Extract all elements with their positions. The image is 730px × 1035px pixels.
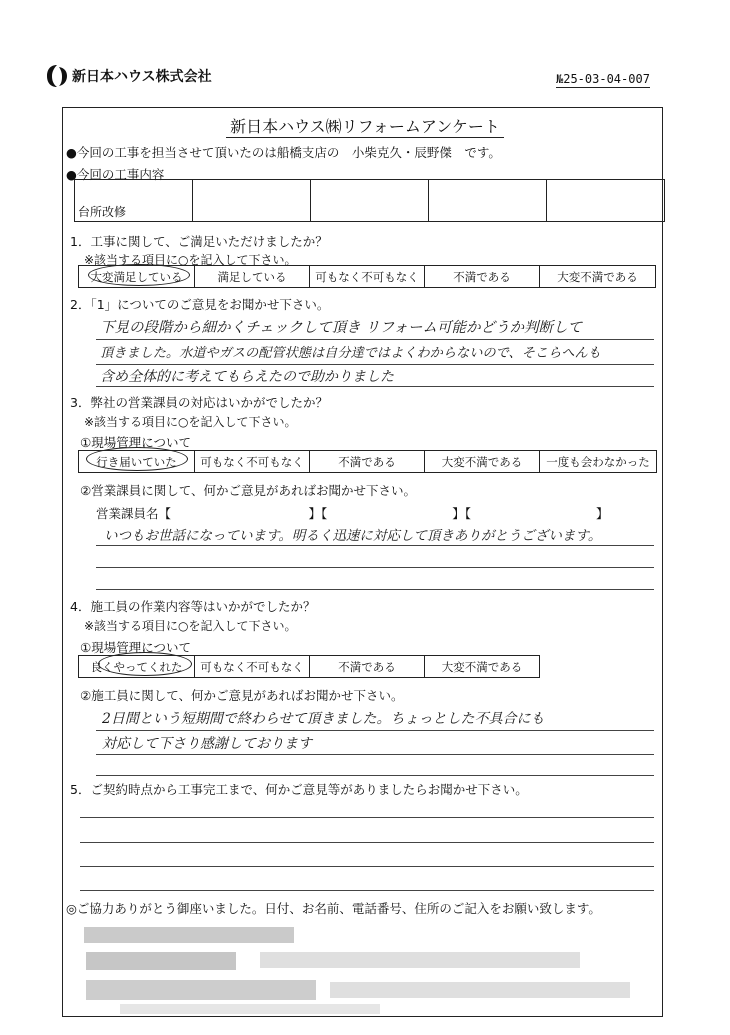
q2-answer-line: 下見の段階から細かくチェックして頂き リフォーム可能かどうか判断して [100, 320, 582, 336]
answer-rule [80, 866, 654, 867]
work-cell [547, 180, 665, 222]
q2-answer-line: 頂きました。水道やガスの配管状態は自分達ではよくわからないので、そこらへんも [100, 346, 601, 361]
q3-option[interactable]: 不満である [310, 451, 425, 473]
q1-option[interactable]: 大変不満である [540, 266, 656, 288]
q3-option[interactable]: 行き届いていた [79, 451, 195, 473]
q3-sub2-label: ②営業課員に関して、何かご意見があればお聞かせ下さい。 [80, 483, 416, 498]
q4-instruction: ※該当する項目に○を記入して下さい。 [84, 619, 297, 633]
answer-rule [96, 730, 654, 731]
q1-options [78, 265, 656, 288]
answer-rule [80, 817, 654, 818]
company-logo-icon [46, 64, 68, 88]
q4-sub2-label: ②施工員に関して、何かご意見があればお聞かせ下さい。 [80, 688, 404, 703]
q1-option[interactable]: 満足している [195, 266, 310, 288]
thanks-line: ◎ご協力ありがとう御座いました。日付、お名前、電話番号、住所のご記入をお願い致します。 [66, 901, 601, 916]
q5-question: 5．ご契約時点から工事完工まで、何かご意見等がありましたらお聞かせ下さい。 [70, 782, 528, 797]
q3-instruction: ※該当する項目に○を記入して下さい。 [84, 415, 297, 429]
answer-rule [80, 890, 654, 891]
q4-question: 4．施工員の作業内容等はいかがでしたか？ [70, 599, 316, 614]
answer-rule [96, 775, 654, 776]
q4-answer-line: 2日間という短期間で終わらせて頂きました。ちょっとした不具合にも [102, 711, 545, 727]
company-logo [46, 64, 212, 88]
work-cell [429, 180, 547, 222]
answer-rule [96, 364, 654, 365]
q4-options [78, 655, 540, 678]
q3-option[interactable]: 一度も会わなかった [540, 451, 657, 473]
work-cell [193, 180, 311, 222]
company-name: 新日本ハウス株式会社 [72, 69, 212, 85]
staff-line: ●今回の工事を担当させて頂いたのは船橋支店の 小柴克久・辰野傑 です。 [66, 145, 501, 160]
q1-option[interactable]: 可もなく不可もなく [310, 266, 425, 288]
q4-answer-line: 対応して下さり感謝しております [102, 736, 312, 752]
q1-question: 1．工事に関して、ご満足いただけましたか？ [70, 234, 328, 249]
q4-option[interactable]: 可もなく不可もなく [195, 656, 310, 678]
q3-answer-line: いつもお世話になっています。明るく迅速に対応して頂きありがとうございます。 [104, 528, 602, 544]
answer-rule [96, 339, 654, 340]
answer-rule [96, 567, 654, 568]
q4-sub1-label: ①現場管理について [80, 640, 191, 655]
answer-rule [96, 754, 654, 755]
q2-answer-line: 含め全体的に考えてもらえたので助かりました [100, 369, 394, 385]
document-number: №25-03-04-007 [556, 72, 650, 86]
q1-option[interactable]: 不満である [425, 266, 540, 288]
answer-rule [80, 842, 654, 843]
q1-instruction: ※該当する項目に○を記入して下さい。 [84, 253, 297, 267]
work-cell: 台所改修 [75, 180, 193, 222]
q3-question: 3．弊社の営業課員の対応はいかがでしたか？ [70, 395, 328, 410]
q4-option[interactable]: 良くやってくれた [79, 656, 195, 678]
answer-rule [96, 589, 654, 590]
answer-rule [96, 545, 654, 546]
work-heading: ●今回の工事内容 [66, 167, 165, 182]
work-content-table [74, 179, 665, 222]
answer-rule [96, 386, 654, 387]
q3-options [78, 450, 657, 473]
q2-question: 2．「1」についてのご意見をお聞かせ下さい。 [70, 297, 330, 312]
q4-option[interactable]: 不満である [310, 656, 425, 678]
q1-option[interactable]: 大変満足している [79, 266, 195, 288]
q3-option[interactable]: 可もなく不可もなく [195, 451, 310, 473]
q3-sub1-label: ①現場管理について [80, 435, 191, 450]
form-title: 新日本ハウス㈱リフォームアンケート [0, 114, 730, 137]
q4-option[interactable]: 大変不満である [425, 656, 540, 678]
q3-option[interactable]: 大変不満である [425, 451, 540, 473]
staff-name-field[interactable]: 営業課員名【 】【 】【 】 [96, 506, 609, 521]
work-cell [311, 180, 429, 222]
